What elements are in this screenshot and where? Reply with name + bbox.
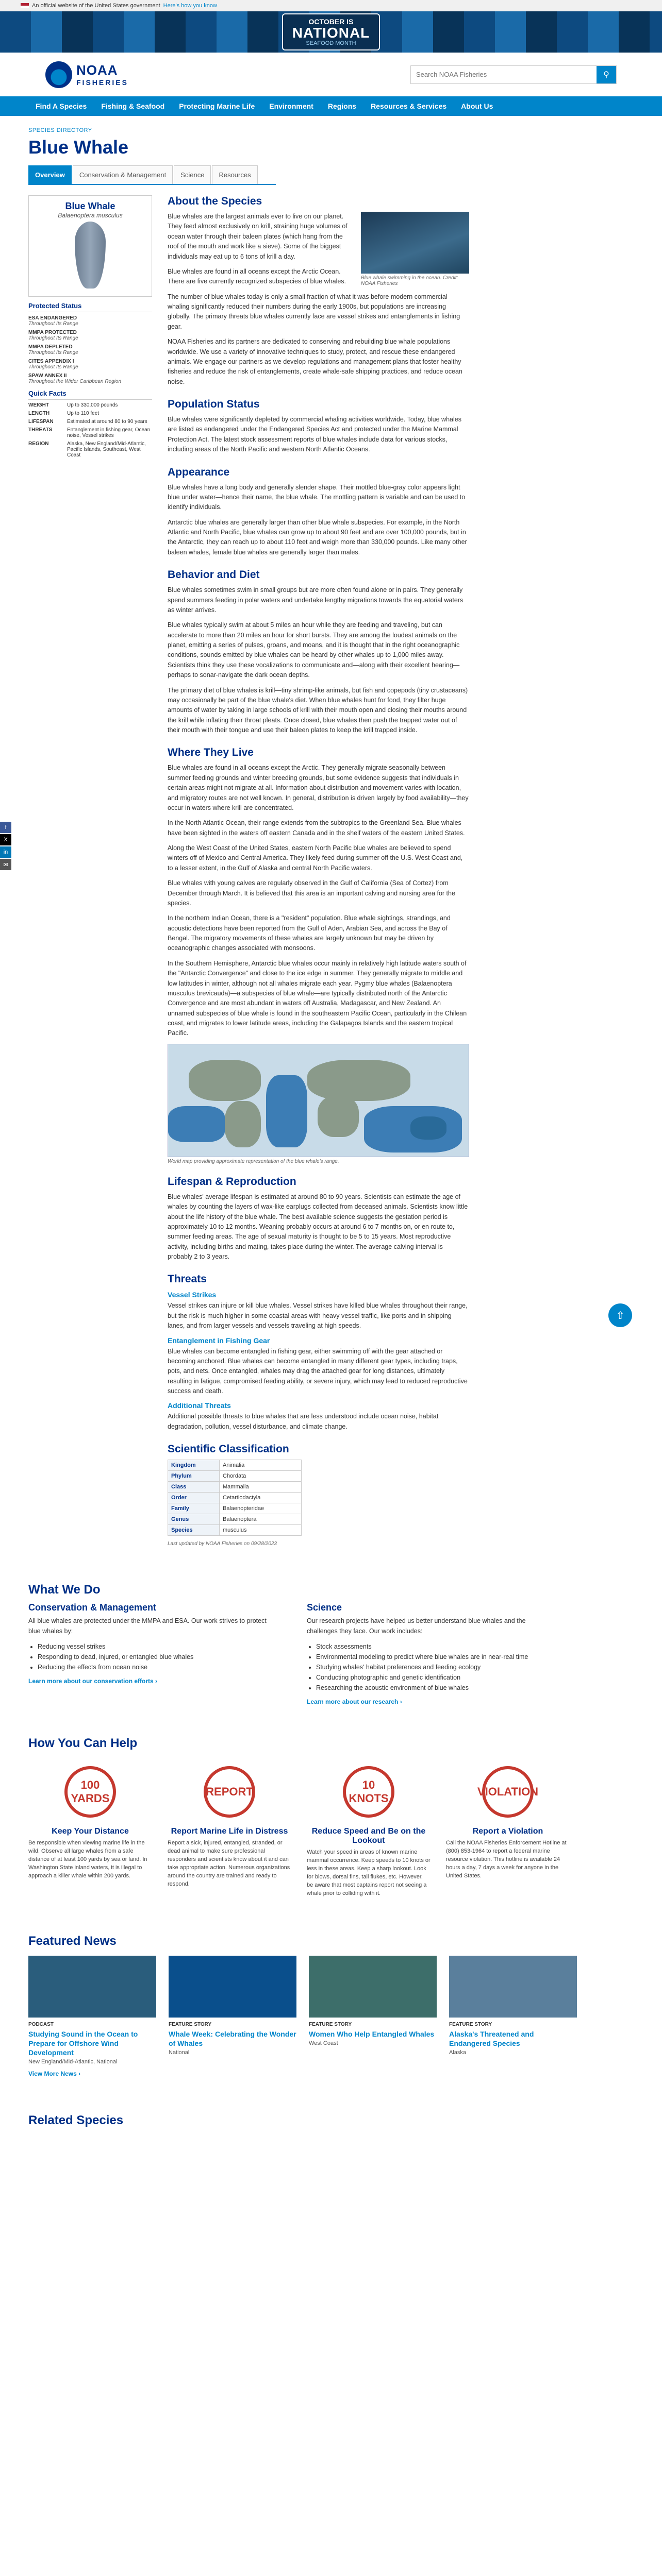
where-p6: In the Southern Hemisphere, Antarctic blue whales occur mainly in relatively high latitude waters south of the "Antarctic Convergence" and close to the ice edge in summer. They generally migrate to middle and low latitudes in winter, although not all whales migrate each year. Pygmy blue whales (Balaenoptera musculus brevicauda)—a subspecies of blue whale—are typically distributed north of the Antarctic Convergence and are most abundant in waters off Australia, Madagascar, and New Zealand. An unnamed subspecies of blue whale is found in the southeastern Pacific Ocean, particularly in the Chilean coast, and migrates to lower latitude areas, including the Galapagos Islands and the eastern tropical Pacific. [168, 959, 467, 1037]
social-share-bar [0, 822, 11, 871]
where-p4: Blue whales with young calves are regularly observed in the Gulf of California (Sea of Cortez) from December through March. It is believed that this area is an important calving and nursing area for the species. [168, 879, 455, 907]
news-thumbnail[interactable] [169, 1956, 296, 2018]
news-card[interactable] [449, 1956, 577, 2065]
news-title[interactable]: Alaska's Threatened and Endangered Species [449, 2029, 534, 2047]
status-value: Throughout the Wider Caribbean Region [28, 379, 122, 384]
status-label: MMPA PROTECTED [28, 330, 77, 335]
status-label: CITES APPENDIX I [28, 359, 74, 364]
classification-row [168, 1471, 302, 1482]
vessel-strikes-p: Vessel strikes can injure or kill blue whales. Vessel strikes have killed blue whales throughout their range, but the risk is much higher in some coastal areas with heavy vessel traffic, like ports and in shipping lanes, and from larger vessels and vessels traveling at high speeds. [168, 1302, 468, 1330]
main-nav [0, 96, 662, 116]
where-p3: Along the West Coast of the United States, eastern North Pacific blue whales are believed to spend winters off of Mexico and Central America. They likely feed during summer off the U.S. West Coast and, to a lesser extent, in the Gulf of Alaska and central North Pacific waters. [168, 844, 463, 872]
main-content [168, 195, 469, 1547]
where-p1: Blue whales are found in all oceans except the Arctic. They generally migrate seasonally between summer feeding grounds and winter breeding grounds, but some evidence suggests that individuals in certain areas might not migrate at all. Information about distribution and movement varies with location, and migratory routes are not well known. In general, distribution is driven largely by food availability—they occur in waters where krill are concentrated. [168, 764, 469, 811]
fact-label: THREATS [28, 427, 53, 433]
classification-row [168, 1460, 302, 1471]
population-p1: Blue whales were significantly depleted by commercial whaling activities worldwide. Today, blue whales are listed as endangered under the Endangered Species Act and protected under the Marine Mammal Protection Act. The latest stock assessment reports of blue whales include data for various stocks, including areas of the North Pacific and western North Atlantic Oceans. [168, 416, 461, 453]
tab-bar [28, 165, 276, 185]
help-icon-wrap [446, 1761, 570, 1823]
gov-banner-text: An official website of the United States government [32, 3, 160, 9]
status-value: Throughout Its Range [28, 321, 78, 327]
rank-value: Cetartiodactyla [220, 1493, 302, 1503]
rank-value: Chordata [220, 1471, 302, 1482]
status-value: Throughout Its Range [28, 350, 78, 355]
promo-line1: OCTOBER IS [308, 18, 354, 26]
promo-box [282, 13, 380, 50]
species-sidebar [28, 195, 152, 1547]
nav-item[interactable]: About Us [461, 102, 493, 110]
fact-value: Entanglement in fishing gear, Ocean noise, Vessel strikes [67, 427, 151, 438]
about-p4: NOAA Fisheries and its partners are dedicated to conserving and rebuilding blue whale populations worldwide. We use a variety of innovative techniques to study, protect, and rescue these endangered animals. We engage our partners as we develop regulations and management plans that foster healthy fisheries and reduce the risk of entanglements, create whale-safe shipping practices, and reduce ocean noise. [168, 338, 462, 385]
search-input[interactable] [411, 66, 597, 83]
cm-more-link[interactable]: Learn more about our conservation efforts › [28, 1677, 158, 1685]
about-p3: The number of blue whales today is only a small fraction of what it was before modern commercial whaling significantly reduced their numbers during the early 1900s, but populations are increasing globally. The primary threats blue whales currently face are vessel strikes and entanglements in fishing gear. [168, 293, 460, 330]
help-badge-icon: VIOLATION [482, 1766, 534, 1818]
fact-value: Up to 110 feet [67, 411, 100, 416]
news-thumbnail[interactable] [309, 1956, 437, 2018]
help-card [28, 1761, 152, 1898]
species-directory-link[interactable]: SPECIES DIRECTORY [28, 127, 92, 133]
help-text: Be responsible when viewing marine life in the wild. Observe all large whales from a safe distance of at least 100 yards by sea or land. In Washington State inland waters, it is illegal to approach a killer whale within 200 yards. [28, 1839, 147, 1879]
noaa-emblem-icon [45, 61, 72, 88]
promo-line3: SEAFOOD MONTH [306, 40, 356, 46]
help-title[interactable]: Report Marine Life in Distress [171, 1826, 288, 1836]
news-title[interactable]: Studying Sound in the Ocean to Prepare for Offshore Wind Development [28, 2029, 138, 2057]
list-item: • Conducting photographic and genetic identification [316, 1672, 554, 1683]
list-item: • Researching the acoustic environment of blue whales [316, 1683, 554, 1693]
facebook-icon[interactable]: f [0, 822, 11, 833]
fact-value: Alaska, New England/Mid-Atlantic, Pacific Islands, Southeast, West Coast [67, 441, 146, 458]
scientific-name: Balaenoptera musculus [58, 212, 123, 219]
classification-heading: Scientific Classification [168, 1443, 289, 1455]
us-flag-icon [21, 3, 29, 8]
protected-status-heading: Protected Status [28, 302, 152, 312]
status-label: MMPA DEPLETED [28, 344, 73, 350]
tab-1[interactable]: Conservation & Management [73, 165, 173, 184]
rank-value: musculus [220, 1525, 302, 1536]
fact-label: REGION [28, 441, 49, 447]
news-more-link[interactable]: View More News › [28, 2070, 81, 2078]
appearance-heading: Appearance [168, 466, 230, 478]
cm-heading: Conservation & Management [28, 1602, 157, 1613]
help-heading: How You Can Help [28, 1736, 138, 1750]
help-badge-icon: REPORT [204, 1766, 255, 1818]
gov-banner [0, 0, 662, 11]
help-title[interactable]: Reduce Speed and Be on the Lookout [311, 1826, 426, 1845]
about-p1: Blue whales are the largest animals ever to live on our planet. They feed almost exclusively on krill, straining huge volumes of ocean water through their baleen plates (which hang from the roof of the mouth and work like a sieve). Some of the biggest individuals may eat up to 6 tons of krill a day. [168, 213, 347, 260]
help-text: Call the NOAA Fisheries Enforcement Hotline at (800) 853-1964 to report a federal marine resource violation. This hotline is available 24 hours a day, 7 days a week for anyone in the United States. [446, 1839, 567, 1879]
news-type: FEATURE STORY [169, 2021, 212, 2027]
tab-0[interactable]: Overview [28, 165, 72, 184]
map-caption: World map providing approximate representation of the blue whale's range. [168, 1158, 339, 1164]
list-item: • Reducing the effects from ocean noise [38, 1662, 276, 1672]
appearance-p1: Blue whales have a long body and generally slender shape. Their mottled blue-gray color appears light blue under water—hence their name, the blue whale. The mottling pattern is variable and can be used to identify individuals. [168, 483, 466, 511]
rank-label: Kingdom [168, 1460, 220, 1471]
range-map[interactable] [168, 1044, 469, 1157]
help-badge-icon: 100 YARDS [64, 1766, 116, 1818]
back-to-top-button[interactable] [608, 1303, 632, 1327]
help-badge-icon: 10 KNOTS [343, 1766, 394, 1818]
news-region: West Coast [309, 2040, 338, 2046]
rank-label: Species [168, 1525, 220, 1536]
fact-value: Up to 330,000 pounds [67, 402, 118, 408]
help-card [168, 1761, 291, 1898]
rank-value: Mammalia [220, 1482, 302, 1493]
what-we-do-heading: What We Do [28, 1583, 101, 1597]
help-text: Watch your speed in areas of known marine mammal occurrence. Keep speeds to 10 knots or less in these areas. Keep a sharp lookout. Look for blows, dorsal fins, tail flukes, etc. However, be aware that most captains report not seeing a whale prior to colliding with it. [307, 1849, 431, 1896]
entanglement-p: Blue whales can become entangled in fishing gear, either swimming off with the gear attached or becoming anchored. Blue whales can become entangled in many different gear types, including traps, pots, and nets. Once entangled, whales may drag the attached gear for long distances, ultimately resulting in fatigue, compromised feeding ability, or severe injury, which may lead to reduced reproductive success and death. [168, 1347, 468, 1395]
list-item: • Studying whales' habitat preferences and feeding ecology [316, 1662, 554, 1672]
tab-3[interactable]: Resources [212, 165, 257, 184]
rank-label: Phylum [168, 1471, 220, 1482]
classification-row [168, 1503, 302, 1514]
whale-illustration [75, 222, 106, 289]
nav-item[interactable]: Fishing & Seafood [101, 102, 165, 110]
help-icon-wrap [168, 1761, 291, 1823]
lifespan-p1: Blue whales' average lifespan is estimated at around 80 to 90 years. Scientists can estimate the age of whales by counting the layers of wax-like earplugs collected from deceased animals. Scientists know little about the life history of the blue whale. The best available science suggests the gestation period is approximately 10 to 12 months. Weaning probably occurs at around 6 to 7 months on, or en route to, summer feeding areas. The age of sexual maturity is thought to be 5 to 15 years. Most reproductive activity, including births and mating, takes place during the winter. The average calving interval is probably 2 to 3 years. [168, 1193, 468, 1260]
classification-row [168, 1514, 302, 1525]
fact-label: WEIGHT [28, 402, 49, 408]
sci-intro: Our research projects have helped us better understand blue whales and the challenges they face. Our work includes: [307, 1617, 526, 1635]
help-title[interactable]: Report a Violation [472, 1826, 543, 1836]
population-heading: Population Status [168, 398, 260, 410]
quick-fact-row [28, 402, 152, 408]
gov-banner-link[interactable]: Here's how you know [163, 3, 217, 9]
behavior-heading: Behavior and Diet [168, 569, 260, 581]
status-value: Throughout Its Range [28, 335, 78, 341]
help-icon-wrap [28, 1761, 152, 1823]
behavior-p3: The primary diet of blue whales is krill—tiny shrimp-like animals, but fish and copepods (tiny crustaceans) may occasionally be part of the blue whale's diet. When blue whales hunt for food, they filter huge amounts of water by taking in large schools of krill with their mouth open and closing their mouths around the krill while inflating their throat pleats. Once closed, blue whales then push the trapped water out of their mouth with their tongue and use their baleen plates to keep the krill trapped inside. [168, 686, 468, 734]
help-icon-wrap [307, 1761, 431, 1823]
news-card[interactable] [28, 1956, 156, 2065]
about-p2: Blue whales are found in all oceans except the Arctic Ocean. There are five currently recognized subspecies of blue whales. [168, 267, 346, 285]
quick-fact-row [28, 441, 152, 458]
news-title[interactable]: Whale Week: Celebrating the Wonder of Whales [169, 2029, 296, 2047]
help-card [307, 1761, 431, 1898]
rank-value: Animalia [220, 1460, 302, 1471]
last-updated: Last updated by NOAA Fisheries on 09/28/2023 [168, 1541, 277, 1547]
related-species-heading: Related Species [28, 2113, 124, 2128]
status-label: ESA ENDANGERED [28, 315, 77, 321]
tab-2[interactable]: Science [174, 165, 211, 184]
vessel-strikes-heading: Vessel Strikes [168, 1291, 217, 1299]
news-card[interactable] [169, 1956, 296, 2065]
news-region: New England/Mid-Atlantic, National [28, 2059, 118, 2065]
appearance-p2: Antarctic blue whales are generally larger than other blue whale subspecies. For example, in the North Atlantic and North Pacific, blue whales can grow up to about 90 feet and are over 100,000 pounds, but in the Antarctic, they can reach up to about 110 feet and weigh more than 330,000 pounds. Like many other baleen whales, female blue whales are generally larger than males. [168, 518, 467, 556]
nav-item[interactable]: Environment [269, 102, 313, 110]
news-heading: Featured News [28, 1934, 117, 1948]
list-item: • Environmental modeling to predict where blue whales are in near-real time [316, 1652, 554, 1662]
nav-item[interactable]: Find A Species [36, 102, 87, 110]
news-type: FEATURE STORY [309, 2021, 352, 2027]
fact-label: LIFESPAN [28, 419, 54, 425]
entanglement-heading: Entanglement in Fishing Gear [168, 1336, 270, 1345]
help-title[interactable]: Keep Your Distance [52, 1826, 129, 1836]
sci-more-link[interactable]: Learn more about our research › [307, 1698, 402, 1705]
rank-value: Balaenoptera [220, 1514, 302, 1525]
species-name: Blue Whale [65, 201, 115, 211]
lifespan-heading: Lifespan & Reproduction [168, 1175, 296, 1188]
rank-label: Class [168, 1482, 220, 1493]
x-icon[interactable]: X [0, 834, 11, 845]
classification-table [168, 1460, 302, 1536]
where-p2: In the North Atlantic Ocean, their range extends from the subtropics to the Greenland Sea. Blue whales have been sighted in the waters off eastern Canada and in the shelf waters of the eastern United States. [168, 819, 465, 837]
logo-main: NOAA [76, 62, 118, 78]
about-heading: About the Species [168, 195, 262, 207]
quick-fact-row [28, 427, 152, 438]
search-button[interactable] [597, 66, 616, 83]
logo-sub: FISHERIES [76, 78, 128, 87]
list-item: • Stock assessments [316, 1641, 554, 1652]
list-item: • Responding to dead, injured, or entangled blue whales [38, 1652, 276, 1662]
arrow-up-icon: ⇧ [616, 1310, 625, 1321]
page-title: Blue Whale [28, 137, 129, 158]
fact-value: Estimated at around 80 to 90 years [67, 419, 147, 425]
where-heading: Where They Live [168, 747, 254, 759]
seafood-month-banner[interactable] [0, 11, 662, 53]
nav-item[interactable]: Protecting Marine Life [179, 102, 255, 110]
list-item: • Reducing vessel strikes [38, 1641, 276, 1652]
email-icon[interactable]: ✉ [0, 859, 11, 870]
where-p5: In the northern Indian Ocean, there is a "resident" population. Blue whale sightings, strandings, and acoustic detections have been reported from the Gulf of Aden, Arabian Sea, and across the Bay of Bengal. The migratory movements of these whales are largely unknown but may be driven by oceanographic changes associated with monsoons. [168, 914, 451, 952]
behavior-p2: Blue whales typically swim at about 5 miles an hour while they are feeding and traveling, but can accelerate to more than 20 miles an hour for short bursts. They are among the loudest animals on the planet, emitting a series of pulses, groans, and moans, and it is thought that in the right oceanographic conditions, sounds emitted by blue whales can be heard by other whales up to 1,000 miles away. Scientists think they use these vocalizations to communicate and—along with their excellent hearing—perhaps to sonar-navigate the dark ocean depths. [168, 621, 460, 679]
fact-label: LENGTH [28, 411, 50, 416]
additional-threats-p: Additional possible threats to blue whales that are less understood include ocean noise, habitat degradation, pollution, vessel disturbance, and climate change. [168, 1413, 439, 1430]
status-value: Throughout Its Range [28, 364, 78, 370]
news-type: FEATURE STORY [449, 2021, 492, 2027]
news-card[interactable] [309, 1956, 437, 2065]
noaa-logo[interactable] [45, 61, 128, 88]
rank-label: Order [168, 1493, 220, 1503]
news-thumbnail[interactable] [449, 1956, 577, 2018]
quick-facts-heading: Quick Facts [28, 389, 152, 400]
sci-heading: Science [307, 1602, 342, 1613]
classification-row [168, 1493, 302, 1503]
search-icon: ⚲ [603, 70, 609, 79]
rank-label: Genus [168, 1514, 220, 1525]
classification-row [168, 1482, 302, 1493]
news-title[interactable]: Women Who Help Entangled Whales [309, 2029, 435, 2038]
news-thumbnail[interactable] [28, 1956, 156, 2018]
status-label: SPAW ANNEX II [28, 373, 67, 379]
threats-heading: Threats [168, 1273, 207, 1285]
news-type: PODCAST [28, 2021, 54, 2027]
help-text: Report a sick, injured, entangled, stranded, or dead animal to make sure professional responders and scientists know about it and can take appropriate action. Numerous organizations around the country are trained and ready to respond. [168, 1839, 290, 1887]
news-region: Alaska [449, 2049, 467, 2056]
photo-caption: Blue whale swimming in the ocean. Credit: NOAA Fisheries [361, 275, 458, 286]
classification-row [168, 1525, 302, 1536]
linkedin-icon[interactable]: in [0, 846, 11, 858]
behavior-p1: Blue whales sometimes swim in small groups but are more often found alone or in pairs. They generally spend summers feeding in polar waters and undertake lengthy migrations towards the equatorial waters as winter arrives. [168, 586, 464, 614]
search-bar [410, 65, 617, 84]
rank-label: Family [168, 1503, 220, 1514]
rank-value: Balaenopteridae [220, 1503, 302, 1514]
nav-item[interactable]: Regions [327, 102, 357, 110]
quick-fact-row [28, 419, 152, 425]
quick-fact-row [28, 411, 152, 416]
site-header [0, 53, 662, 96]
promo-line2: NATIONAL [292, 25, 370, 41]
nav-item[interactable]: Resources & Services [371, 102, 447, 110]
news-region: National [169, 2049, 190, 2056]
help-card [446, 1761, 570, 1898]
additional-threats-heading: Additional Threats [168, 1401, 231, 1410]
whale-photo[interactable] [361, 212, 469, 274]
cm-intro: All blue whales are protected under the MMPA and ESA. Our work strives to protect blue whales by: [28, 1617, 267, 1635]
